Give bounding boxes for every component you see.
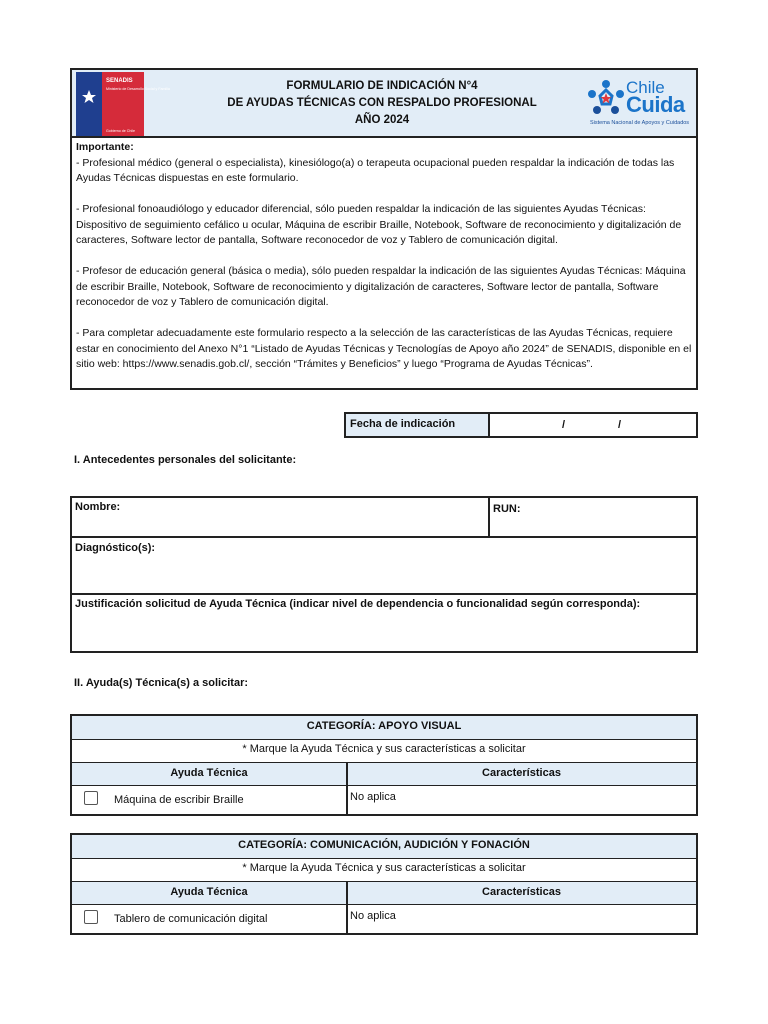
form-header (70, 68, 698, 138)
category-title: CATEGORÍA: APOYO VISUAL (72, 716, 696, 740)
justificacion-field[interactable]: Justificación solicitud de Ayuda Técnica (indicar nivel de dependencia o funcionalidad según corresponda): (75, 598, 641, 610)
important-notice (70, 136, 698, 390)
senadis-logo-ministry: Ministerio de Desarrollo Social y Familia (106, 87, 170, 91)
item-tablero-comunicacion: Tablero de comunicación digital (114, 913, 268, 925)
column-ayuda-tecnica: Ayuda Técnica (170, 767, 248, 779)
fecha-input[interactable] (488, 412, 698, 438)
important-paragraph-4: - Para completar adecuadamente este formulario respecto a la selección de las características de las Ayudas Técnicas, requiere estar en conocimiento del Anexo N°1 “Listado de Ayudas Técnicas y Tecnologías de Apoyo año 2024” de SENADIS, disponible en el sitio web: https://www.senadis.gob.cl/, sección “Trámites y Beneficios” y luego “Programa de Ayudas Técnicas”. (76, 327, 692, 370)
antecedentes-table (70, 496, 698, 653)
category-title: CATEGORÍA: COMUNICACIÓN, AUDICIÓN Y FONACIÓN (72, 835, 696, 859)
fecha-separator-1: / (562, 419, 566, 431)
chile-cuida-logo (586, 74, 698, 132)
diagnostico-field[interactable]: Diagnóstico(s): (75, 542, 156, 554)
chile-logo-top: Chile (626, 78, 665, 97)
category-subtitle: * Marque la Ayuda Técnica y sus características a solicitar (72, 740, 696, 763)
category-column-headers (72, 882, 696, 905)
caract-tablero-comunicacion: No aplica (350, 910, 396, 922)
chile-logo-big: Cuida (626, 92, 685, 117)
form-title (212, 78, 552, 129)
section-2-title: II. Ayuda(s) Técnica(s) a solicitar: (74, 677, 249, 689)
title-line-2: DE AYUDAS TÉCNICAS CON RESPALDO PROFESIONAL (227, 97, 537, 109)
chile-logo-small: Sistema Nacional de Apoyos y Cuidados (590, 120, 690, 126)
title-line-3: AÑO 2024 (354, 114, 410, 126)
checkbox-maquina-braille[interactable] (84, 791, 98, 805)
important-heading: Importante: (76, 141, 134, 153)
fecha-label: Fecha de indicación (344, 412, 490, 438)
item-maquina-braille: Máquina de escribir Braille (114, 794, 244, 806)
important-paragraph-3: - Profesor de educación general (básica o media), sólo pueden respaldar la indicación de las siguientes Ayudas Técnicas: Máquina de escribir Braille, Notebook, Software de reconocimiento y digitalización de caracteres, Software lector de pantalla, Software reconocedor de voz y Tablero de comunicación digital. (76, 265, 686, 308)
fecha-separator-2: / (618, 419, 622, 431)
run-field[interactable]: RUN: (493, 503, 521, 515)
important-paragraph-1: - Profesional médico (general o especialista), kinesiólogo(a) o terapeuta ocupacional pueden respaldar la indicación de todas las Ayudas Técnicas dispuestas en este formulario. (76, 156, 675, 184)
column-caracteristicas: Características (482, 886, 561, 898)
category-column-headers (72, 763, 696, 786)
category-apoyo-visual (70, 714, 698, 816)
column-caracteristicas: Características (482, 767, 561, 779)
checkbox-tablero-comunicacion[interactable] (84, 910, 98, 924)
chile-cuida-emblem-icon (586, 78, 626, 120)
title-line-1: FORMULARIO DE INDICACIÓN N°4 (286, 80, 478, 92)
caract-maquina-braille: No aplica (350, 791, 396, 803)
section-1-title: I. Antecedentes personales del solicitante: (74, 454, 297, 466)
category-subtitle: * Marque la Ayuda Técnica y sus características a solicitar (72, 859, 696, 882)
nombre-field[interactable]: Nombre: (75, 501, 121, 513)
category-comunicacion (70, 833, 698, 935)
senadis-logo (76, 72, 170, 136)
senadis-logo-name: SENADIS (106, 78, 133, 84)
important-paragraph-2: - Profesional fonoaudiólogo y educador diferencial, sólo pueden respaldar la indicación de las siguientes Ayudas Técnicas: Dispositivo de seguimiento cefálico u ocular, Máquina de escribir Braille, Notebook, Software de reconocimiento y digitalización de caracteres, Software lector de pantalla, Software reconocedor de voz y Tablero de comunicación digital. (76, 203, 682, 246)
column-ayuda-tecnica: Ayuda Técnica (170, 886, 248, 898)
senadis-logo-gov: Gobierno de Chile (106, 129, 135, 133)
